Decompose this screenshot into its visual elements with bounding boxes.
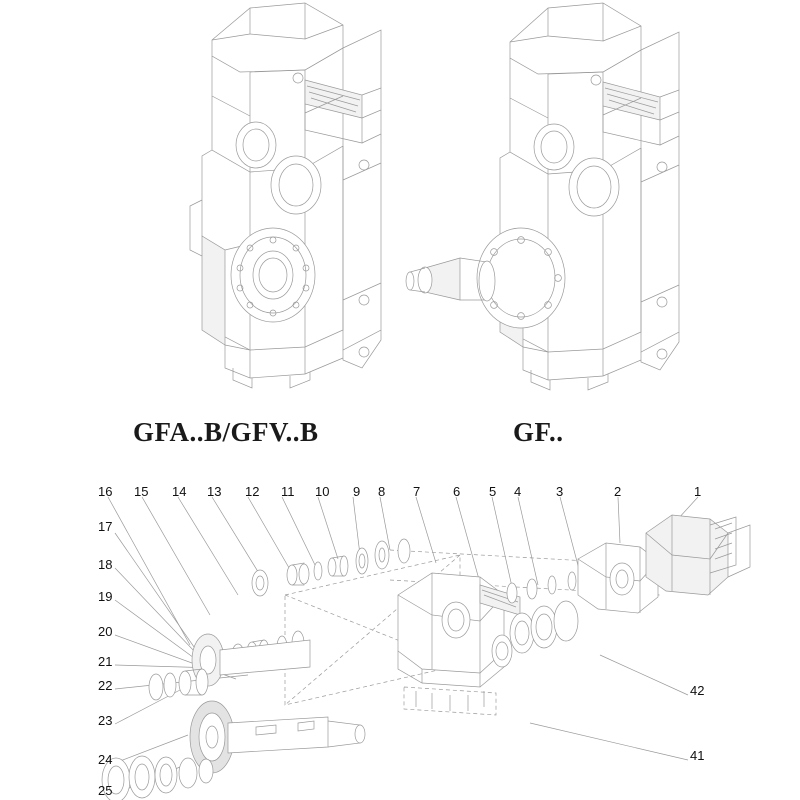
callout-10: 10 (315, 484, 330, 499)
callout-12: 12 (245, 484, 260, 499)
callout-18: 18 (98, 557, 113, 572)
callout-41: 41 (690, 748, 705, 763)
callout-13: 13 (207, 484, 222, 499)
caption-left: GFA..B/GFV..B (133, 417, 319, 447)
gearbox-right-figure (405, 0, 725, 400)
callout-11: 11 (281, 484, 295, 499)
callout-9: 9 (353, 484, 361, 499)
callout-23: 23 (98, 713, 113, 728)
callout-3: 3 (556, 484, 564, 499)
callout-2: 2 (614, 484, 622, 499)
callout-4: 4 (514, 484, 522, 499)
callout-14: 14 (172, 484, 187, 499)
callout-25: 25 (98, 783, 113, 798)
callout-5: 5 (489, 484, 497, 499)
callout-21: 21 (98, 654, 113, 669)
callout-17: 17 (98, 519, 113, 534)
caption-right: GF.. (513, 417, 564, 447)
callout-7: 7 (413, 484, 421, 499)
gearbox-left-figure (100, 0, 400, 400)
callout-24: 24 (98, 752, 113, 767)
callout-20: 20 (98, 624, 113, 639)
callout-15: 15 (134, 484, 149, 499)
callout-8: 8 (378, 484, 386, 499)
callout-1: 1 (694, 484, 702, 499)
callout-22: 22 (98, 678, 113, 693)
callout-6: 6 (453, 484, 461, 499)
callout-16: 16 (98, 484, 113, 499)
callout-42: 42 (690, 683, 705, 698)
exploded-view-figure (60, 455, 800, 800)
callout-19: 19 (98, 589, 113, 604)
